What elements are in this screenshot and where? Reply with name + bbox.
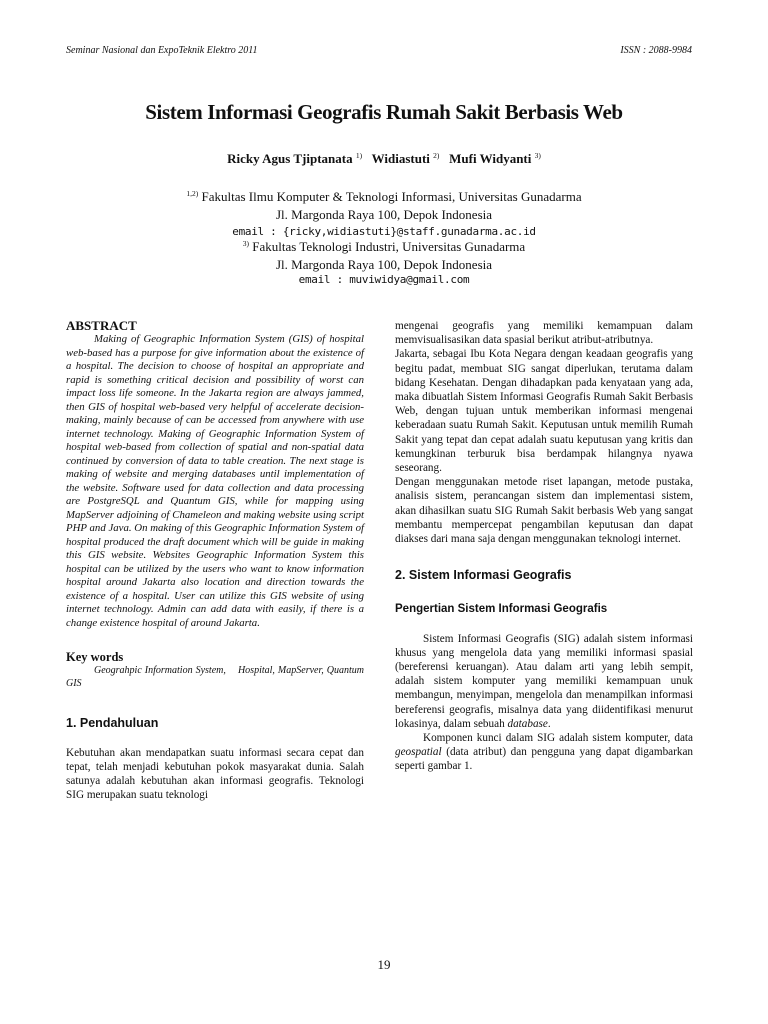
right-column	[395, 319, 693, 774]
geospatial-term: geospatial	[395, 746, 442, 759]
keywords-text: Geograhpic Information System, Hospital, MapServer, Quantum GIS	[66, 665, 367, 690]
affiliation-mark: 1,2)	[186, 189, 199, 198]
section-1-paragraph: Kebutuhan akan mendapatkan suatu informasi secara cepat dan tepat, telah menjadi kebutuhan pokok masyarakat dunia. Salah satunya adalah kebutuhan akan informasi geografis. Teknologi SIG merupakan suatu teknologi	[66, 746, 364, 802]
conference-name: Seminar Nasional dan ExpoTeknik Elektro 2011	[66, 45, 258, 56]
affiliation-2	[0, 239, 768, 255]
affiliation-name: Fakultas Teknologi Industri, Universitas Gunadarma	[252, 239, 526, 254]
affiliation-name: Fakultas Ilmu Komputer & Teknologi Informasi, Universitas Gunadarma	[201, 189, 582, 204]
section-2-paragraph-2: Komponen kunci dalam SIG adalah sistem komputer, data geospatial (data atribut) dan pengguna yang dapat digambarkan seperti gambar 1.	[395, 732, 694, 773]
section-1-heading: 1. Pendahuluan	[66, 716, 159, 731]
paragraph: mengenai geografis yang memiliki kemampuan dalam memvisualisasikan data spasial berikut atribut-atributnya.	[395, 320, 693, 347]
author-list	[0, 151, 768, 167]
section-2-subheading: Pengertian Sistem Informasi Geografis	[395, 603, 608, 616]
author-name: Mufi Widyanti	[449, 151, 532, 166]
affiliation-mark: 3)	[242, 239, 250, 248]
section-2-paragraph-1: Sistem Informasi Geografis (SIG) adalah sistem informasi khusus yang mengelola data yang memiliki informasi spasial (bereferensi keruangan). Atau dalam arti yang lebih sempit, adalah sistem komputer yang memiliki kemampuan unuk membangun, menyimpan, mengelola dan menampilkan informasi bereferensi geografis, misalnya data yang diidentifikasi menurut lokasinya, dalam sebuah database.	[395, 632, 693, 730]
keywords-heading: Key words	[66, 650, 124, 665]
page-number: 19	[377, 957, 391, 972]
affiliation-2-email: email : muviwidya@gmail.com	[298, 273, 470, 286]
affiliation-1	[0, 189, 768, 205]
left-column	[66, 318, 367, 802]
author-name: Ricky Agus Tjiptanata	[227, 151, 353, 166]
author-affiliation-mark: 2)	[433, 151, 440, 160]
paragraph: Dengan menggunakan metode riset lapangan, metode pustaka, analisis sistem, perancangan sistem dan implementasi sistem, akan dihasilkan suatu SIG Rumah Sakit berbasis Web yang sangat membantu mempercepat pengambilan keputusan dan dapat diakses dari mana saja dengan menggunakan teknologi internet.	[395, 476, 693, 546]
running-header	[66, 45, 692, 61]
affiliation-2-address: Jl. Margonda Raya 100, Depok Indonesia	[275, 257, 493, 272]
database-term: database	[507, 717, 548, 730]
abstract-heading: ABSTRACT	[66, 318, 137, 333]
paragraph: Jakarta, sebagai Ibu Kota Negara dengan keadaan geografis yang begitu padat, membuat SIG sangat diperlukan, terutama dalam bidang Kesehatan. Dengan dihadapkan pada kenyataan yang ada, maka dibuatlah Sistem Informasi Geografis Rumah Sakit Berbasis Web, dengan tujuan untuk memberikan informasi mengenai keberadaan suatu Rumah Sakit. Keputusan untuk memilih Rumah Sakit yang tepat dan cepat adalah suatu keputusan yang kritis dan kemungkinan terburuk bisa berdampak hilangnya nyawa seseorang.	[395, 348, 693, 475]
section-2-heading: 2. Sistem Informasi Geografis	[395, 568, 572, 583]
affiliation-1-email: email : {ricky,widiastuti}@staff.gunadarma.ac.id	[232, 225, 536, 238]
paper-title: Sistem Informasi Geografis Rumah Sakit Berbasis Web	[145, 100, 623, 124]
abstract-text: Making of Geographic Information System (GIS) of hospital web-based has a purpose for give information about the existence of a hospital. The decision to choose of hospital an appropriate and rapid is something critical decision and possibility of worst can impact loss life someone. In the Jakarta region are always jammed, then GIS of hospital web-based very helpful of accelerate decision-making, mainly because of can be accessed from anywhere with use internet technology. Making of Geographic Information System of hospital web-based from collection of spatial and non-spatial data continued by conversion of data to table creation. The next stage is making of website and merging databases until implementation of the website. Software used for data collection and data processing are PostgreSQL and Quantum GIS, while for mapping using MapServer adjoining of Chameleon and making website using script PHP and Java. On making of this Geographic Information System of hospital produced the draft document which will be guide in making this GIS website. Websites Geographic Information System this hospital can be utilized by the users who want to know information hospital around Jakarta also location and direction towards the existence of a hospital. User can utilize this GIS website of using internet technology. Admin can add data with easily, if there is a change existence hospital of around Jakarta.	[66, 333, 364, 629]
author-name: Widiastuti	[371, 151, 430, 166]
issn: ISSN : 2088-9984	[620, 45, 692, 56]
affiliation-1-address: Jl. Margonda Raya 100, Depok Indonesia	[275, 207, 493, 222]
author-affiliation-mark: 1)	[355, 151, 363, 160]
author-affiliation-mark: 3)	[534, 151, 541, 160]
